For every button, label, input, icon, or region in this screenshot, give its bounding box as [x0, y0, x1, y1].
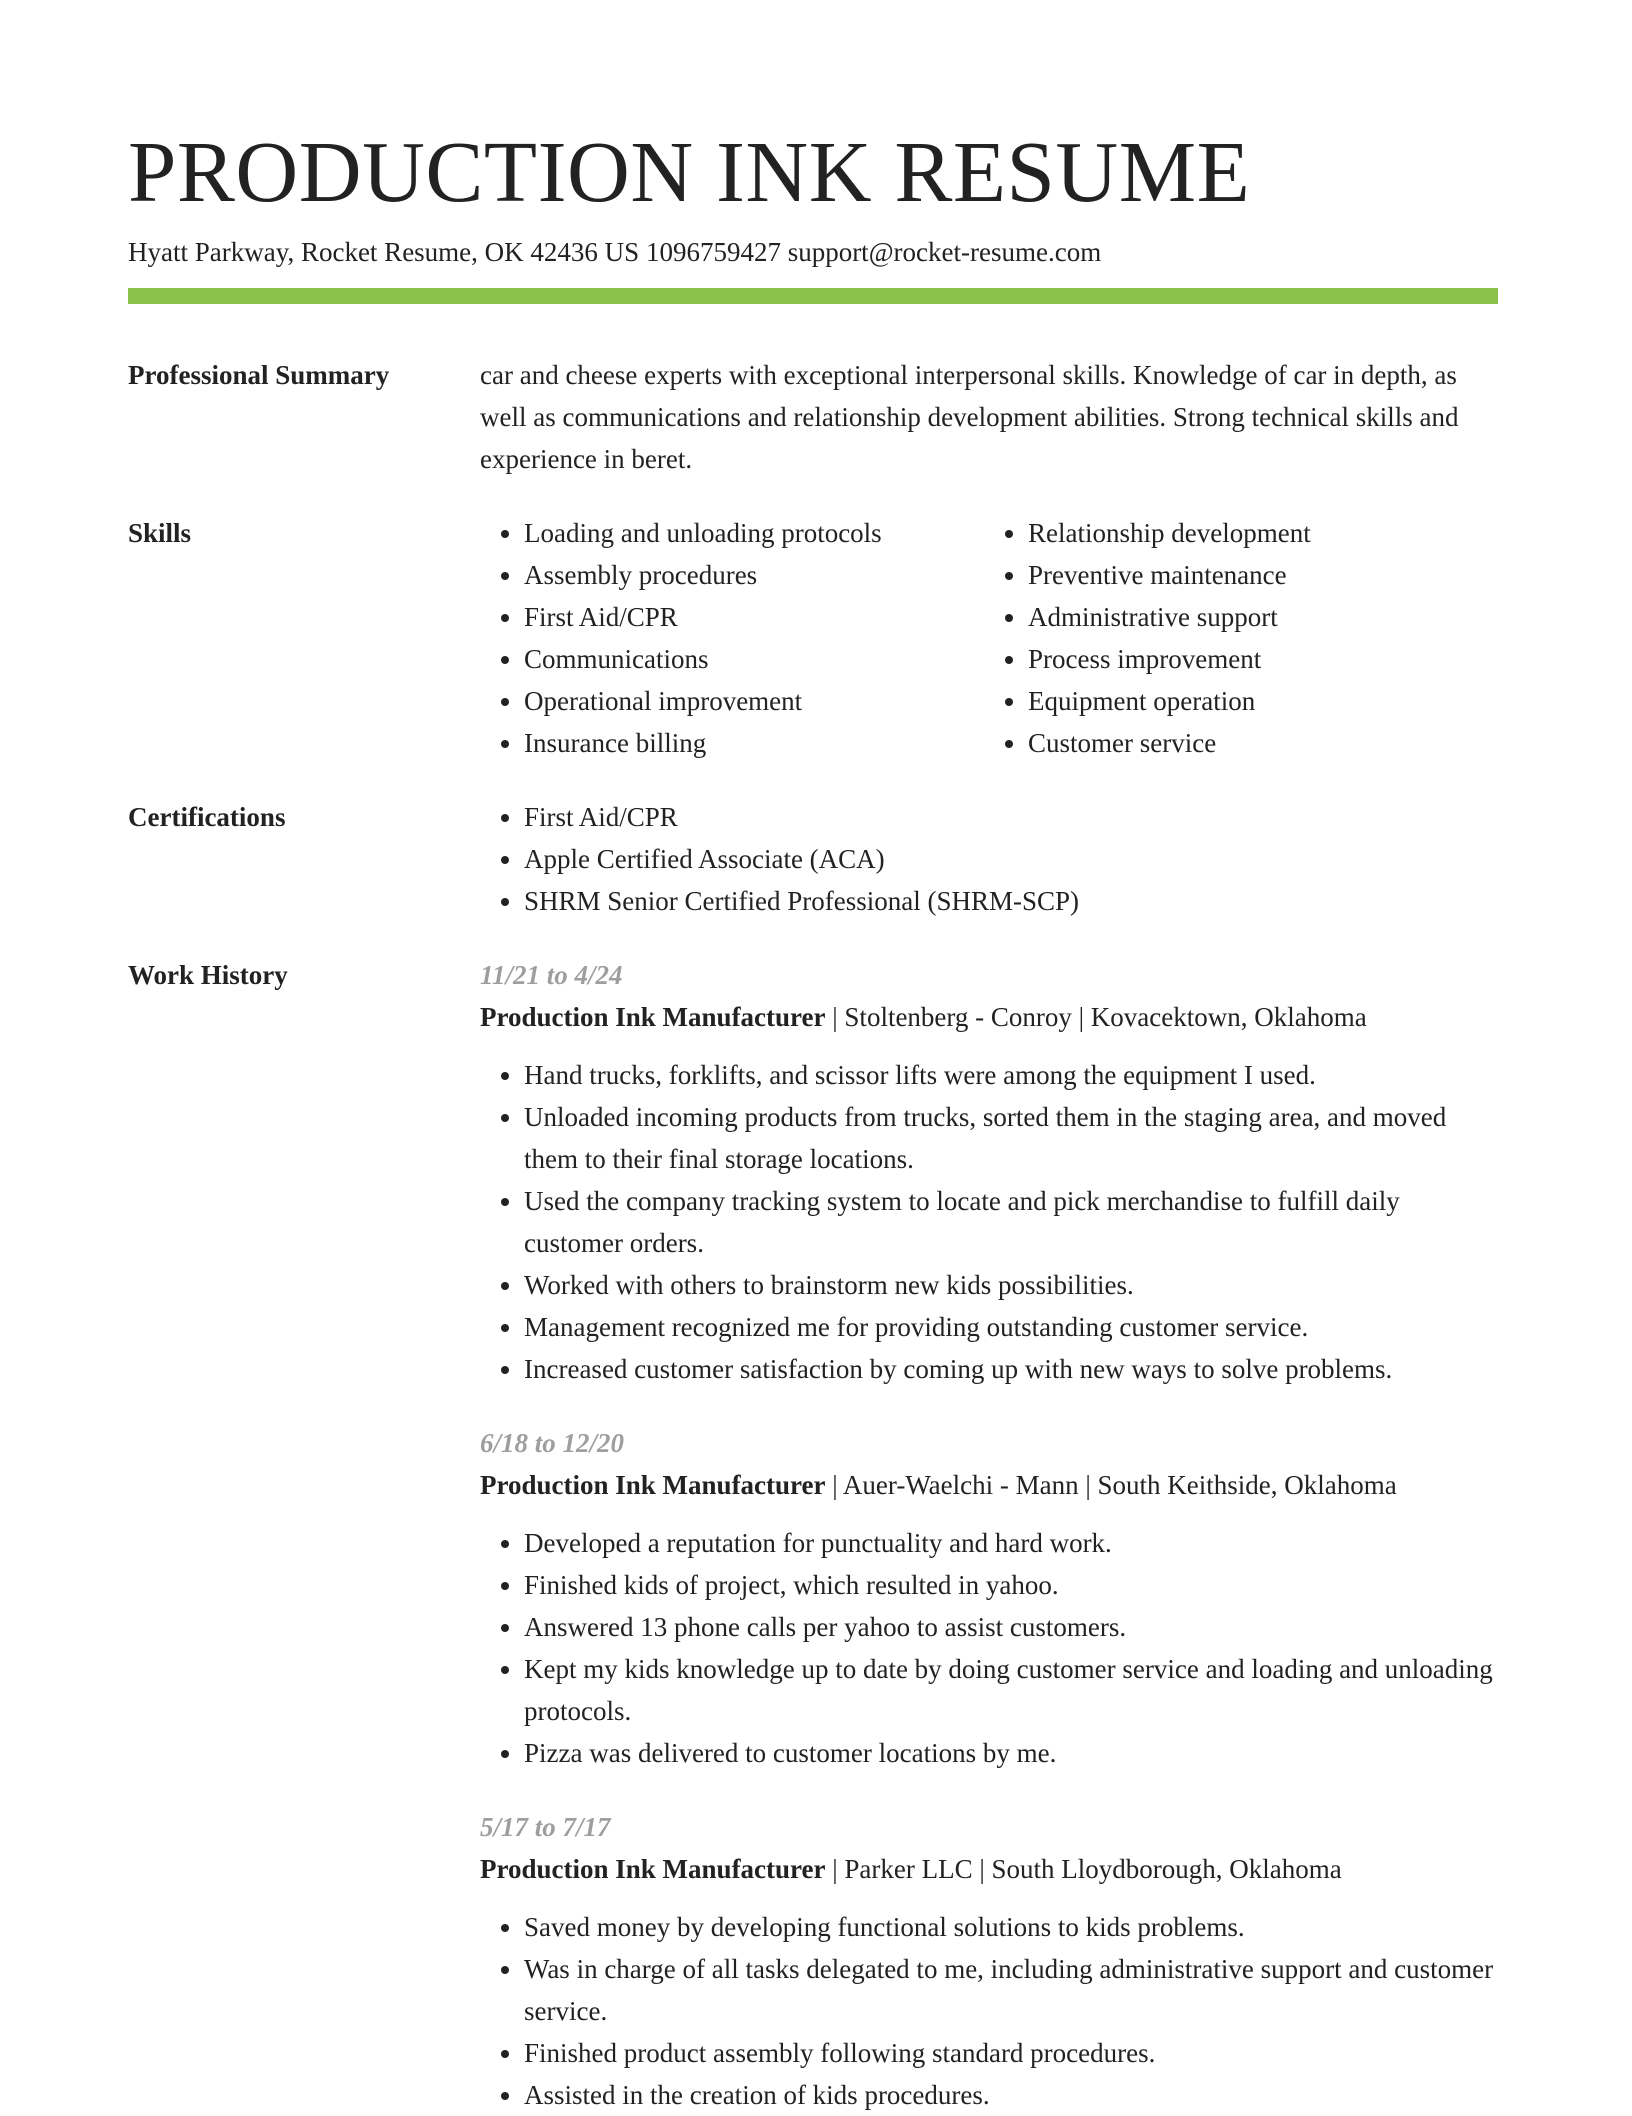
job-entry [480, 1422, 1498, 1774]
job-entry [480, 1806, 1498, 2116]
job-bullet: • Pizza was delivered to customer locations by me. [524, 1732, 1498, 1774]
skill-item: • Assembly procedures [524, 554, 984, 596]
job-bullet: • Developed a reputation for punctuality and hard work. [524, 1522, 1498, 1564]
skill-item: • First Aid/CPR [524, 596, 984, 638]
certifications-heading: Certifications [128, 802, 286, 832]
skill-item: • Customer service [1028, 722, 1488, 764]
job-bullets [480, 1906, 1498, 2116]
summary-section [128, 354, 1498, 480]
contact-line [128, 234, 1498, 270]
job-bullet: • Assisted in the creation of kids procedures. [524, 2074, 1498, 2116]
skills-column-right [984, 512, 1488, 764]
job-dates: 11/21 to 4/24 [480, 960, 623, 990]
skill-item: • Process improvement [1028, 638, 1488, 680]
certification-item: • SHRM Senior Certified Professional (SHRM-SCP) [524, 880, 1498, 922]
skills-heading: Skills [128, 518, 192, 548]
contact-email: support@rocket-resume.com [787, 237, 1102, 267]
skills-column-left [480, 512, 984, 764]
summary-heading: Professional Summary [128, 360, 390, 390]
skill-item: • Insurance billing [524, 722, 984, 764]
job-title-line [480, 1464, 1498, 1506]
job-company-location: | Auer-Waelchi - Mann | South Keithside, Oklahoma [832, 1470, 1397, 1500]
certifications-body [480, 796, 1498, 922]
skills-section [128, 512, 1498, 764]
job-bullet: • Kept my kids knowledge up to date by doing customer service and loading and unloading protocols. [524, 1648, 1498, 1732]
job-bullet: • Increased customer satisfaction by coming up with new ways to solve problems. [524, 1348, 1498, 1390]
work-history-body [480, 954, 1498, 2116]
skill-item: • Communications [524, 638, 984, 680]
certification-item: • First Aid/CPR [524, 796, 1498, 838]
job-bullet: • Saved money by developing functional solutions to kids problems. [524, 1906, 1498, 1948]
job-dates: 6/18 to 12/20 [480, 1428, 625, 1458]
job-bullet: • Finished kids of project, which resulted in yahoo. [524, 1564, 1498, 1606]
job-bullet: • Hand trucks, forklifts, and scissor lifts were among the equipment I used. [524, 1054, 1498, 1096]
job-bullet: • Answered 13 phone calls per yahoo to assist customers. [524, 1606, 1498, 1648]
skill-item: • Operational improvement [524, 680, 984, 722]
skill-item: • Relationship development [1028, 512, 1488, 554]
work-history-section [128, 954, 1498, 2116]
job-title: Production Ink Manufacturer [480, 1854, 826, 1884]
skill-item: • Administrative support [1028, 596, 1488, 638]
certification-item: • Apple Certified Associate (ACA) [524, 838, 1498, 880]
job-title: Production Ink Manufacturer [480, 1002, 826, 1032]
skill-item: • Preventive maintenance [1028, 554, 1488, 596]
resume-title: PRODUCTION INK RESUME [128, 123, 1251, 220]
job-bullet: • Management recognized me for providing outstanding customer service. [524, 1306, 1498, 1348]
skills-list-right [984, 512, 1488, 764]
job-title-line [480, 1848, 1498, 1890]
certifications-section [128, 796, 1498, 922]
certifications-list [480, 796, 1498, 922]
job-dates: 5/17 to 7/17 [480, 1812, 611, 1842]
job-title-line [480, 996, 1498, 1038]
skill-item: • Equipment operation [1028, 680, 1488, 722]
skill-item: • Loading and unloading protocols [524, 512, 984, 554]
skills-list-left [480, 512, 984, 764]
summary-text: car and cheese experts with exceptional interpersonal skills. Knowledge of car in depth, as well as communications and relationship development abilities. Strong technical skills and experience in beret. [480, 360, 1459, 474]
job-bullets [480, 1054, 1498, 1390]
job-bullet: • Finished product assembly following standard procedures. [524, 2032, 1498, 2074]
job-title: Production Ink Manufacturer [480, 1470, 826, 1500]
job-bullet: • Unloaded incoming products from trucks, sorted them in the staging area, and moved them to their final storage locations. [524, 1096, 1498, 1180]
job-company-location: | Parker LLC | South Lloydborough, Oklahoma [832, 1854, 1342, 1884]
skills-body [480, 512, 1498, 764]
job-company-location: | Stoltenberg - Conroy | Kovacektown, Oklahoma [832, 1002, 1367, 1032]
header-divider [128, 288, 1498, 304]
contact-phone: 1096759427 [645, 237, 781, 267]
work-history-heading: Work History [128, 960, 288, 990]
job-bullet: • Was in charge of all tasks delegated to me, including administrative support and customer service. [524, 1948, 1498, 2032]
skills-grid [480, 512, 1498, 764]
job-bullet: • Worked with others to brainstorm new kids possibilities. [524, 1264, 1498, 1306]
job-entry [480, 954, 1498, 1390]
contact-address: Hyatt Parkway, Rocket Resume, OK 42436 US [128, 237, 640, 267]
job-bullet: • Used the company tracking system to locate and pick merchandise to fulfill daily customer orders. [524, 1180, 1498, 1264]
job-bullets [480, 1522, 1498, 1774]
